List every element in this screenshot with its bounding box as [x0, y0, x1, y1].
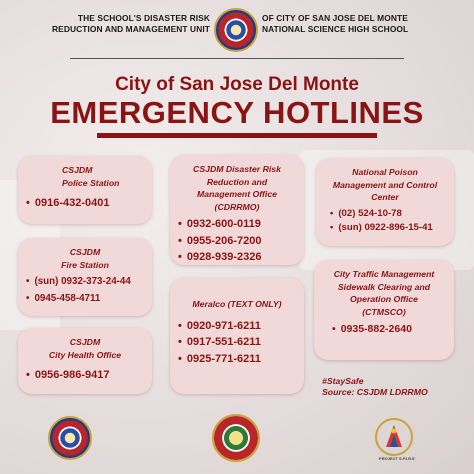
card-meralco-title [178, 298, 296, 311]
header-right-line1: OF CITY OF SAN JOSE DEL MONTE [262, 13, 408, 23]
spire-label: PROJECT S.P.I.R.E [379, 456, 415, 461]
header-right-line2: NATIONAL SCIENCE HIGH SCHOOL [262, 23, 409, 34]
card-cdrrmo-numbers [178, 216, 296, 266]
traffic-number-1[interactable]: • 0935-882-2640 [332, 321, 446, 338]
card-police-title [26, 164, 144, 189]
footer-note [322, 376, 428, 398]
card-health-title [26, 336, 144, 361]
card-poison-title-line1: National Poison [352, 167, 418, 177]
police-number-1[interactable]: • 0916-432-0401 [26, 195, 144, 212]
card-meralco-numbers [178, 318, 296, 368]
card-fire-title [26, 246, 144, 271]
header-divider [70, 58, 404, 59]
card-cdrrmo-title-line3: Management Office [197, 189, 277, 199]
card-national-poison-center [316, 158, 454, 246]
card-police-station [18, 156, 152, 224]
card-police-numbers [26, 195, 144, 212]
card-fire-station [18, 238, 152, 316]
card-police-title-line2: Police Station [62, 177, 120, 188]
poison-number-1[interactable]: • (02) 524-10-78 [330, 207, 446, 221]
card-poison-title-line2: Management and Control [332, 179, 438, 190]
title-city: City of San Jose Del Monte [115, 74, 359, 95]
card-traffic-title-line3: Operation Office [350, 294, 418, 304]
fire-number-2[interactable]: • 0945-458-4711 [26, 291, 144, 308]
card-traffic-title-line1: City Traffic Management [333, 269, 435, 279]
card-health-title-line1: CSJDM [69, 337, 101, 347]
source-text: Source: CSJDM LDRRMO [322, 387, 428, 397]
header-left-line2: REDUCTION AND MANAGEMENT UNIT [52, 23, 210, 34]
hashtag-text: #StaySafe [322, 376, 364, 386]
header-left-text [30, 13, 210, 34]
card-traffic-title-line2: Sidewalk Clearing and [337, 281, 431, 292]
meralco-number-3[interactable]: • 0925-771-6211 [178, 351, 296, 368]
card-fire-numbers [26, 274, 144, 307]
card-fire-title-line2: Fire Station [61, 259, 109, 270]
card-meralco [170, 278, 304, 394]
disaster-office-seal-icon [212, 414, 260, 462]
title-underline [97, 133, 377, 138]
card-fire-title-line1: CSJDM [69, 247, 101, 257]
card-traffic-numbers [322, 321, 446, 338]
card-police-title-line1: CSJDM [62, 165, 93, 175]
card-poison-title [324, 166, 446, 204]
meralco-number-1[interactable]: • 0920-971-6211 [178, 318, 296, 335]
card-poison-title-line3: Center [371, 192, 399, 202]
card-health-numbers [26, 367, 144, 384]
card-poison-numbers [324, 207, 446, 235]
card-cdrrmo-title-line2: Reduction and [206, 176, 268, 187]
title-main: EMERGENCY HOTLINES [50, 95, 424, 130]
city-seal-icon [48, 416, 92, 460]
card-cdrrmo-title-line4: (CDRRMO) [214, 201, 260, 212]
card-cdrrmo-title-line1: CSJDM Disaster Risk [193, 164, 281, 174]
fire-number-1[interactable]: • (sun) 0932-373-24-44 [26, 274, 144, 291]
card-health-title-line2: City Health Office [48, 349, 122, 360]
card-meralco-title-line1: Meralco (TEXT ONLY) [192, 299, 282, 309]
header-right-text [262, 13, 462, 34]
header-left-line1: THE SCHOOL'S DISASTER RISK [77, 13, 210, 23]
cdrrmo-number-1[interactable]: • 0932-600-0119 [178, 216, 296, 233]
health-number-1[interactable]: • 0956-986-9417 [26, 367, 144, 384]
card-cdrrmo [170, 155, 304, 265]
meralco-number-2[interactable]: • 0917-551-6211 [178, 334, 296, 351]
card-traffic-title [322, 268, 446, 318]
cdrrmo-number-2[interactable]: • 0955-206-7200 [178, 233, 296, 250]
project-spire-logo-icon [374, 417, 414, 457]
cdrrmo-number-3[interactable]: • 0928-939-2326 [178, 249, 296, 266]
school-seal-icon [214, 8, 258, 52]
card-city-health-office [18, 328, 152, 394]
card-cdrrmo-title [178, 163, 296, 213]
poison-number-2[interactable]: • (sun) 0922-896-15-41 [330, 221, 446, 235]
card-city-traffic-management [314, 260, 454, 360]
card-traffic-title-line4: (CTMSCO) [362, 306, 406, 317]
